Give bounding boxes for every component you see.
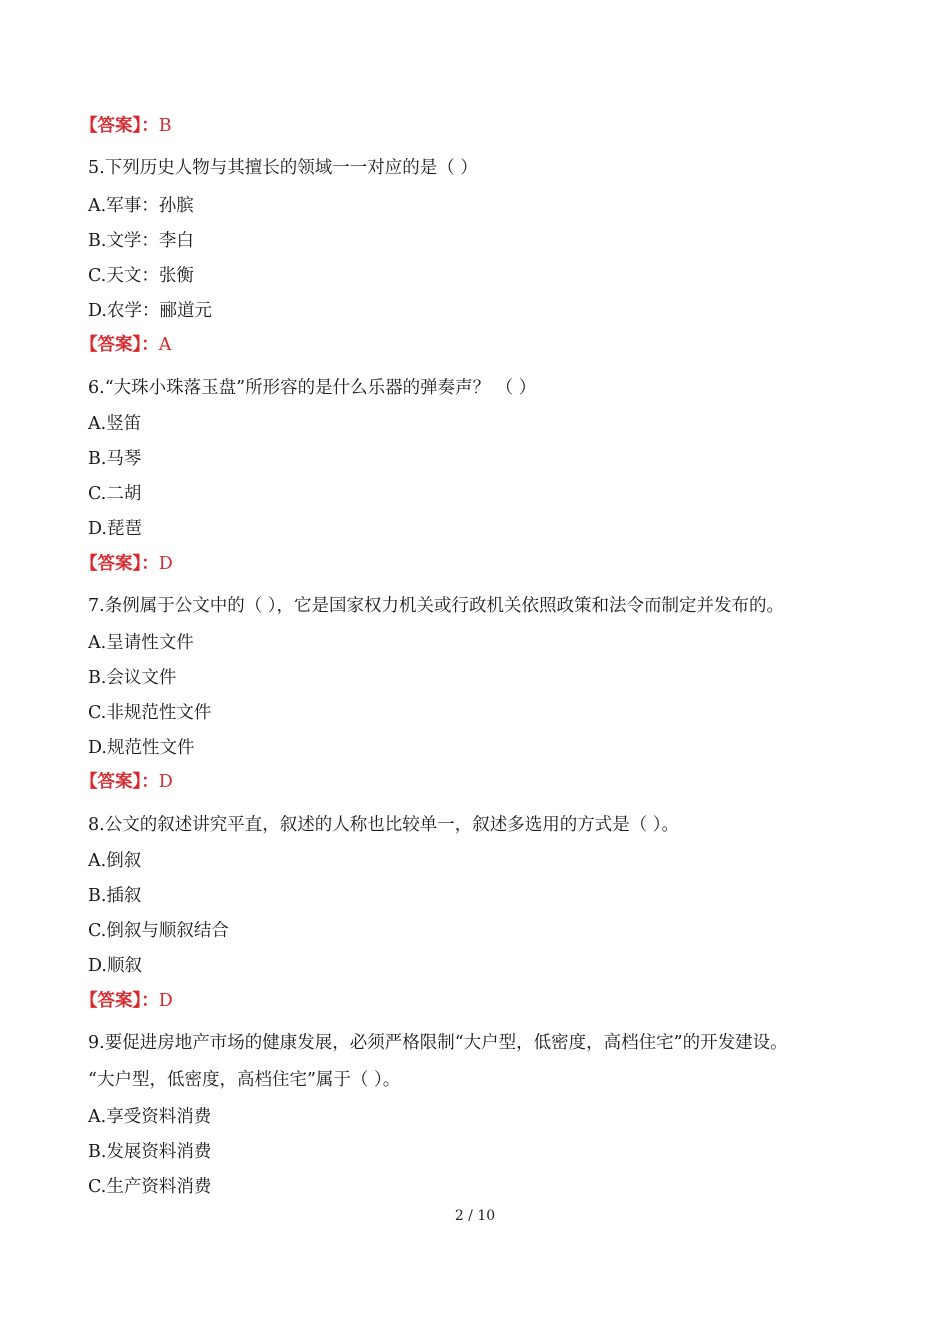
question-stem-q9-line2: “大户型，低密度，高档住宅”属于（ ）。 bbox=[88, 1070, 401, 1090]
answer-line-q6 bbox=[80, 552, 173, 576]
option-q9-a: A.享受资料消费 bbox=[88, 1107, 212, 1127]
option-q5-c: C.天文：张衡 bbox=[88, 266, 194, 286]
page-number: 2 / 10 bbox=[454, 1208, 496, 1224]
option-q6-a: A.竖笛 bbox=[88, 414, 142, 434]
question-stem-q5: 5.下列历史人物与其擅长的领域一一对应的是（ ） bbox=[88, 158, 478, 178]
answer-label: 【答案】： bbox=[80, 554, 159, 574]
question-stem-q6: 6.“大珠小珠落玉盘”所形容的是什么乐器的弹奏声？ （ ） bbox=[88, 378, 537, 398]
answer-label: 【答案】： bbox=[80, 335, 159, 355]
answer-line-q7 bbox=[80, 770, 173, 794]
answer-line-q8 bbox=[80, 989, 173, 1013]
option-q8-d: D.顺叙 bbox=[88, 956, 142, 976]
answer-line-q5 bbox=[80, 333, 171, 357]
answer-value: D bbox=[158, 554, 173, 574]
answer-line-q4 bbox=[80, 114, 172, 138]
option-q6-b: B.马琴 bbox=[88, 449, 142, 469]
option-q6-d: D.琵琶 bbox=[88, 519, 142, 539]
option-q5-d: D.农学：郦道元 bbox=[88, 301, 212, 321]
option-q7-c: C.非规范性文件 bbox=[88, 703, 212, 723]
question-stem-q7: 7.条例属于公文中的（ ），它是国家权力机关或行政机关依照政策和法令而制定并发布的。 bbox=[88, 596, 785, 616]
answer-value: B bbox=[158, 116, 172, 136]
option-q8-a: A.倒叙 bbox=[88, 851, 142, 871]
option-q5-b: B.文学：李白 bbox=[88, 231, 194, 251]
option-q8-c: C.倒叙与顺叙结合 bbox=[88, 921, 229, 941]
answer-value: D bbox=[158, 772, 173, 792]
question-stem-q8: 8.公文的叙述讲究平直，叙述的人称也比较单一，叙述多选用的方式是（ ）。 bbox=[88, 815, 680, 835]
answer-value: D bbox=[158, 991, 173, 1011]
option-q6-c: C.二胡 bbox=[88, 484, 142, 504]
option-q5-a: A.军事：孙膑 bbox=[88, 196, 194, 216]
answer-value: A bbox=[158, 335, 172, 355]
option-q9-c: C.生产资料消费 bbox=[88, 1177, 212, 1197]
option-q7-d: D.规范性文件 bbox=[88, 738, 195, 758]
answer-label: 【答案】： bbox=[80, 991, 159, 1011]
option-q9-b: B.发展资料消费 bbox=[88, 1142, 212, 1162]
answer-label: 【答案】： bbox=[80, 772, 159, 792]
answer-label: 【答案】： bbox=[80, 116, 159, 136]
question-stem-q9-line1: 9.要促进房地产市场的健康发展，必须严格限制“大户型，低密度，高档住宅”的开发建设。 bbox=[88, 1033, 788, 1053]
option-q7-b: B.会议文件 bbox=[88, 668, 177, 688]
option-q8-b: B.插叙 bbox=[88, 886, 142, 906]
option-q7-a: A.呈请性文件 bbox=[88, 633, 194, 653]
